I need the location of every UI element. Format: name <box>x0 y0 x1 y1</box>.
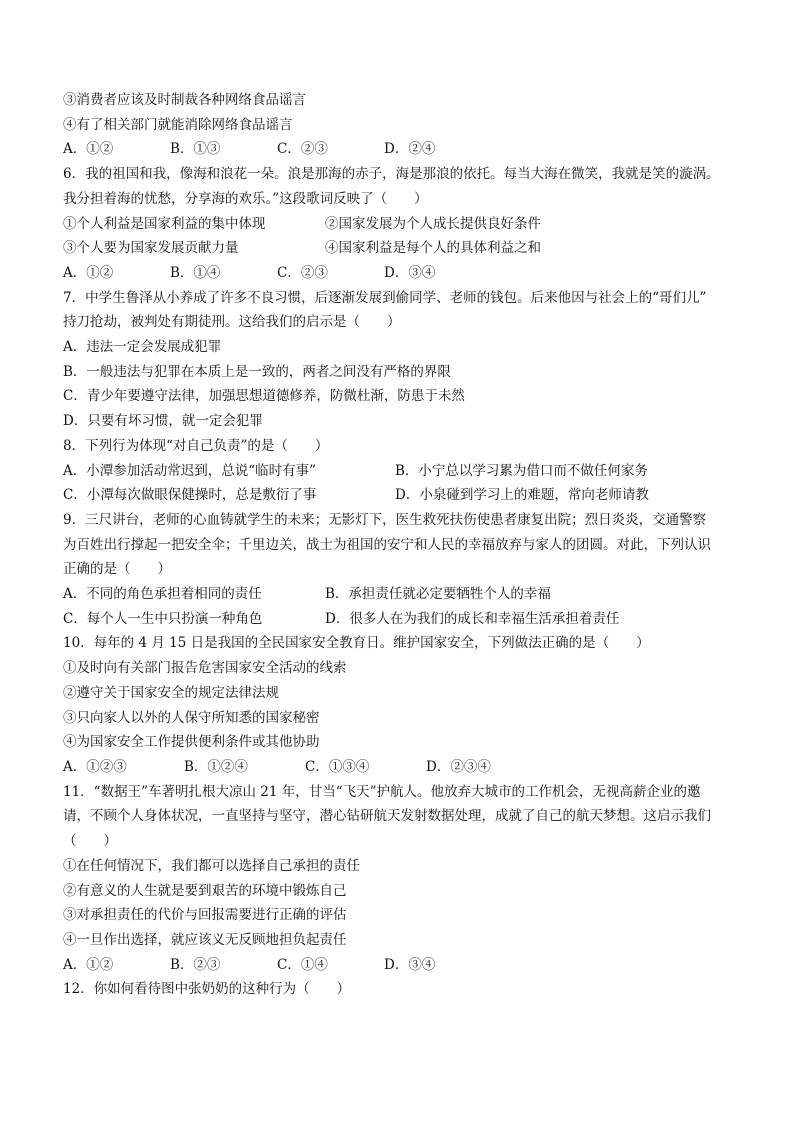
q11-item-3: ③对承担责任的代价与回报需要进行正确的评估 <box>63 907 347 924</box>
q10-option-d: D．②③④ <box>426 758 491 775</box>
q9-options-row-1 <box>63 582 738 607</box>
q6-item-3: ③个人要为国家发展贡献力量 <box>63 240 239 257</box>
q10-option-b: B．①②④ <box>184 758 248 775</box>
q6-option-a: A．①② <box>63 264 114 281</box>
q11-options <box>63 953 738 978</box>
q8-option-d: D．小泉碰到学习上的难题，常向老师请教 <box>395 487 649 504</box>
q7-option-a: A．违法一定会发展成犯罪 <box>63 339 222 356</box>
q11-item-1: ①在任何情况下，我们都可以选择自己承担的责任 <box>63 857 360 874</box>
q11-item-2: ②有意义的人生就是要到艰苦的环境中锻炼自己 <box>63 882 347 899</box>
q10-item-2: ②遵守关于国家安全的规定法律法规 <box>63 684 279 701</box>
exam-page <box>63 88 738 1002</box>
q6-stem-line-1: 6．我的祖国和我，像海和浪花一朵。浪是那海的赤子，海是那浪的依托。每当大海在微笑，我就是笑的漩涡。 <box>63 166 720 183</box>
q10-options <box>63 755 738 780</box>
q6-items-row-1 <box>63 212 738 237</box>
q6-options <box>63 261 738 286</box>
q9-stem-line-2: 为百姓出行撑起一把安全伞；千里边关，战士为祖国的安宁和人民的幸福放弃与家人的团圆。对此，下列认识 <box>63 536 711 553</box>
q5-option-d: D．②④ <box>384 141 436 158</box>
q10-stem: 10．每年的 4 月 15 日是我国的全民国家安全教育日。维护国家安全，下列做法正确的是（ ） <box>63 635 650 652</box>
q8-option-b: B．小宁总以学习累为借口而不做任何家务 <box>395 462 648 479</box>
q9-stem-line-3: 正确的是（ ） <box>63 561 171 578</box>
q6-stem-line-2: 我分担着海的忧愁，分享海的欢乐。”这段歌词反映了（ ） <box>63 190 428 207</box>
q9-option-d: D．很多人在为我们的成长和幸福生活承担着责任 <box>325 610 620 627</box>
q11-stem-line-1: 11．“数据王”车著明扎根大凉山 21 年，甘当“飞天”护航人。他放弃大城市的工作机会，无视高薪企业的邀 <box>63 783 701 800</box>
q11-option-c: C．①④ <box>277 956 328 973</box>
q10-item-4: ④为国家安全工作提供便利条件或其他协助 <box>63 734 320 751</box>
q8-option-c: C．小潭每次做眼保健操时，总是敷衍了事 <box>63 487 317 504</box>
q5-option-b: B．①③ <box>170 141 221 158</box>
q9-option-a: A．不同的角色承担着相同的责任 <box>63 586 262 603</box>
q7-option-d: D．只要有坏习惯，就一定会犯罪 <box>63 413 263 430</box>
q8-options-row-2 <box>63 483 738 508</box>
q8-options-row-1 <box>63 459 738 484</box>
q5-item-3: ③消费者应该及时制裁各种网络食品谣言 <box>63 92 306 108</box>
q11-option-b: B．②③ <box>170 956 221 973</box>
q8-stem: 8．下列行为体现“对自己负责”的是（ ） <box>63 437 329 454</box>
q5-option-a: A．①② <box>63 141 114 158</box>
q7-stem-line-2: 持刀抢劫，被判处有期徒刑。这给我们的启示是（ ） <box>63 314 401 331</box>
q5-item-4: ④有了相关部门就能消除网络食品谣言 <box>63 116 293 133</box>
q11-stem-line-2: 请，不顾个人身体状况，一直坚持与坚守，潜心钻研航天发射数据处理，成就了自己的航天梦想。这启示我们 <box>63 808 711 825</box>
q10-option-c: C．①③④ <box>305 758 370 775</box>
q10-item-1: ①及时向有关部门报告危害国家安全活动的线索 <box>63 660 347 677</box>
q6-item-4: ④国家利益是每个人的具体利益之和 <box>325 240 541 257</box>
q11-option-d: D．③④ <box>384 956 436 973</box>
q11-stem-line-3: （ ） <box>63 833 117 850</box>
q6-item-1: ①个人利益是国家利益的集中体现 <box>63 215 266 232</box>
q9-option-b: B．承担责任就必定要牺牲个人的幸福 <box>325 586 551 603</box>
q6-option-b: B．①④ <box>170 264 221 281</box>
q10-option-a: A．①②③ <box>63 758 127 775</box>
q8-option-a: A．小潭参加活动常迟到，总说“临时有事” <box>63 462 317 479</box>
q12-stem: 12．你如何看待图中张奶奶的这种行为（ ） <box>63 981 351 998</box>
q5-options <box>63 137 738 162</box>
q7-stem-line-1: 7．中学生鲁泽从小养成了许多不良习惯，后逐渐发展到偷同学、老师的钱包。后来他因与社会上的“哥们儿” <box>63 289 707 306</box>
q7-option-c: C．青少年要遵守法律，加强思想道德修养，防微杜渐，防患于未然 <box>63 388 465 405</box>
q5-option-c: C．②③ <box>277 141 328 158</box>
q10-item-3: ③只向家人以外的人保守所知悉的国家秘密 <box>63 709 320 726</box>
q11-option-a: A．①② <box>63 956 114 973</box>
q6-item-2: ②国家发展为个人成长提供良好条件 <box>325 215 541 232</box>
q6-option-c: C．②③ <box>277 264 328 281</box>
q6-items-row-2 <box>63 236 738 261</box>
q9-stem-line-1: 9．三尺讲台，老师的心血铸就学生的未来；无影灯下，医生救死扶伤使患者康复出院；烈日炎炎，交通警察 <box>63 511 707 528</box>
q7-option-b: B．一般违法与犯罪在本质上是一致的，两者之间没有严格的界限 <box>63 363 451 380</box>
q6-option-d: D．③④ <box>384 264 436 281</box>
q11-item-4: ④一旦作出选择，就应该义无反顾地担负起责任 <box>63 931 347 948</box>
q9-option-c: C．每个人一生中只扮演一种角色 <box>63 610 263 627</box>
q9-options-row-2 <box>63 607 738 632</box>
